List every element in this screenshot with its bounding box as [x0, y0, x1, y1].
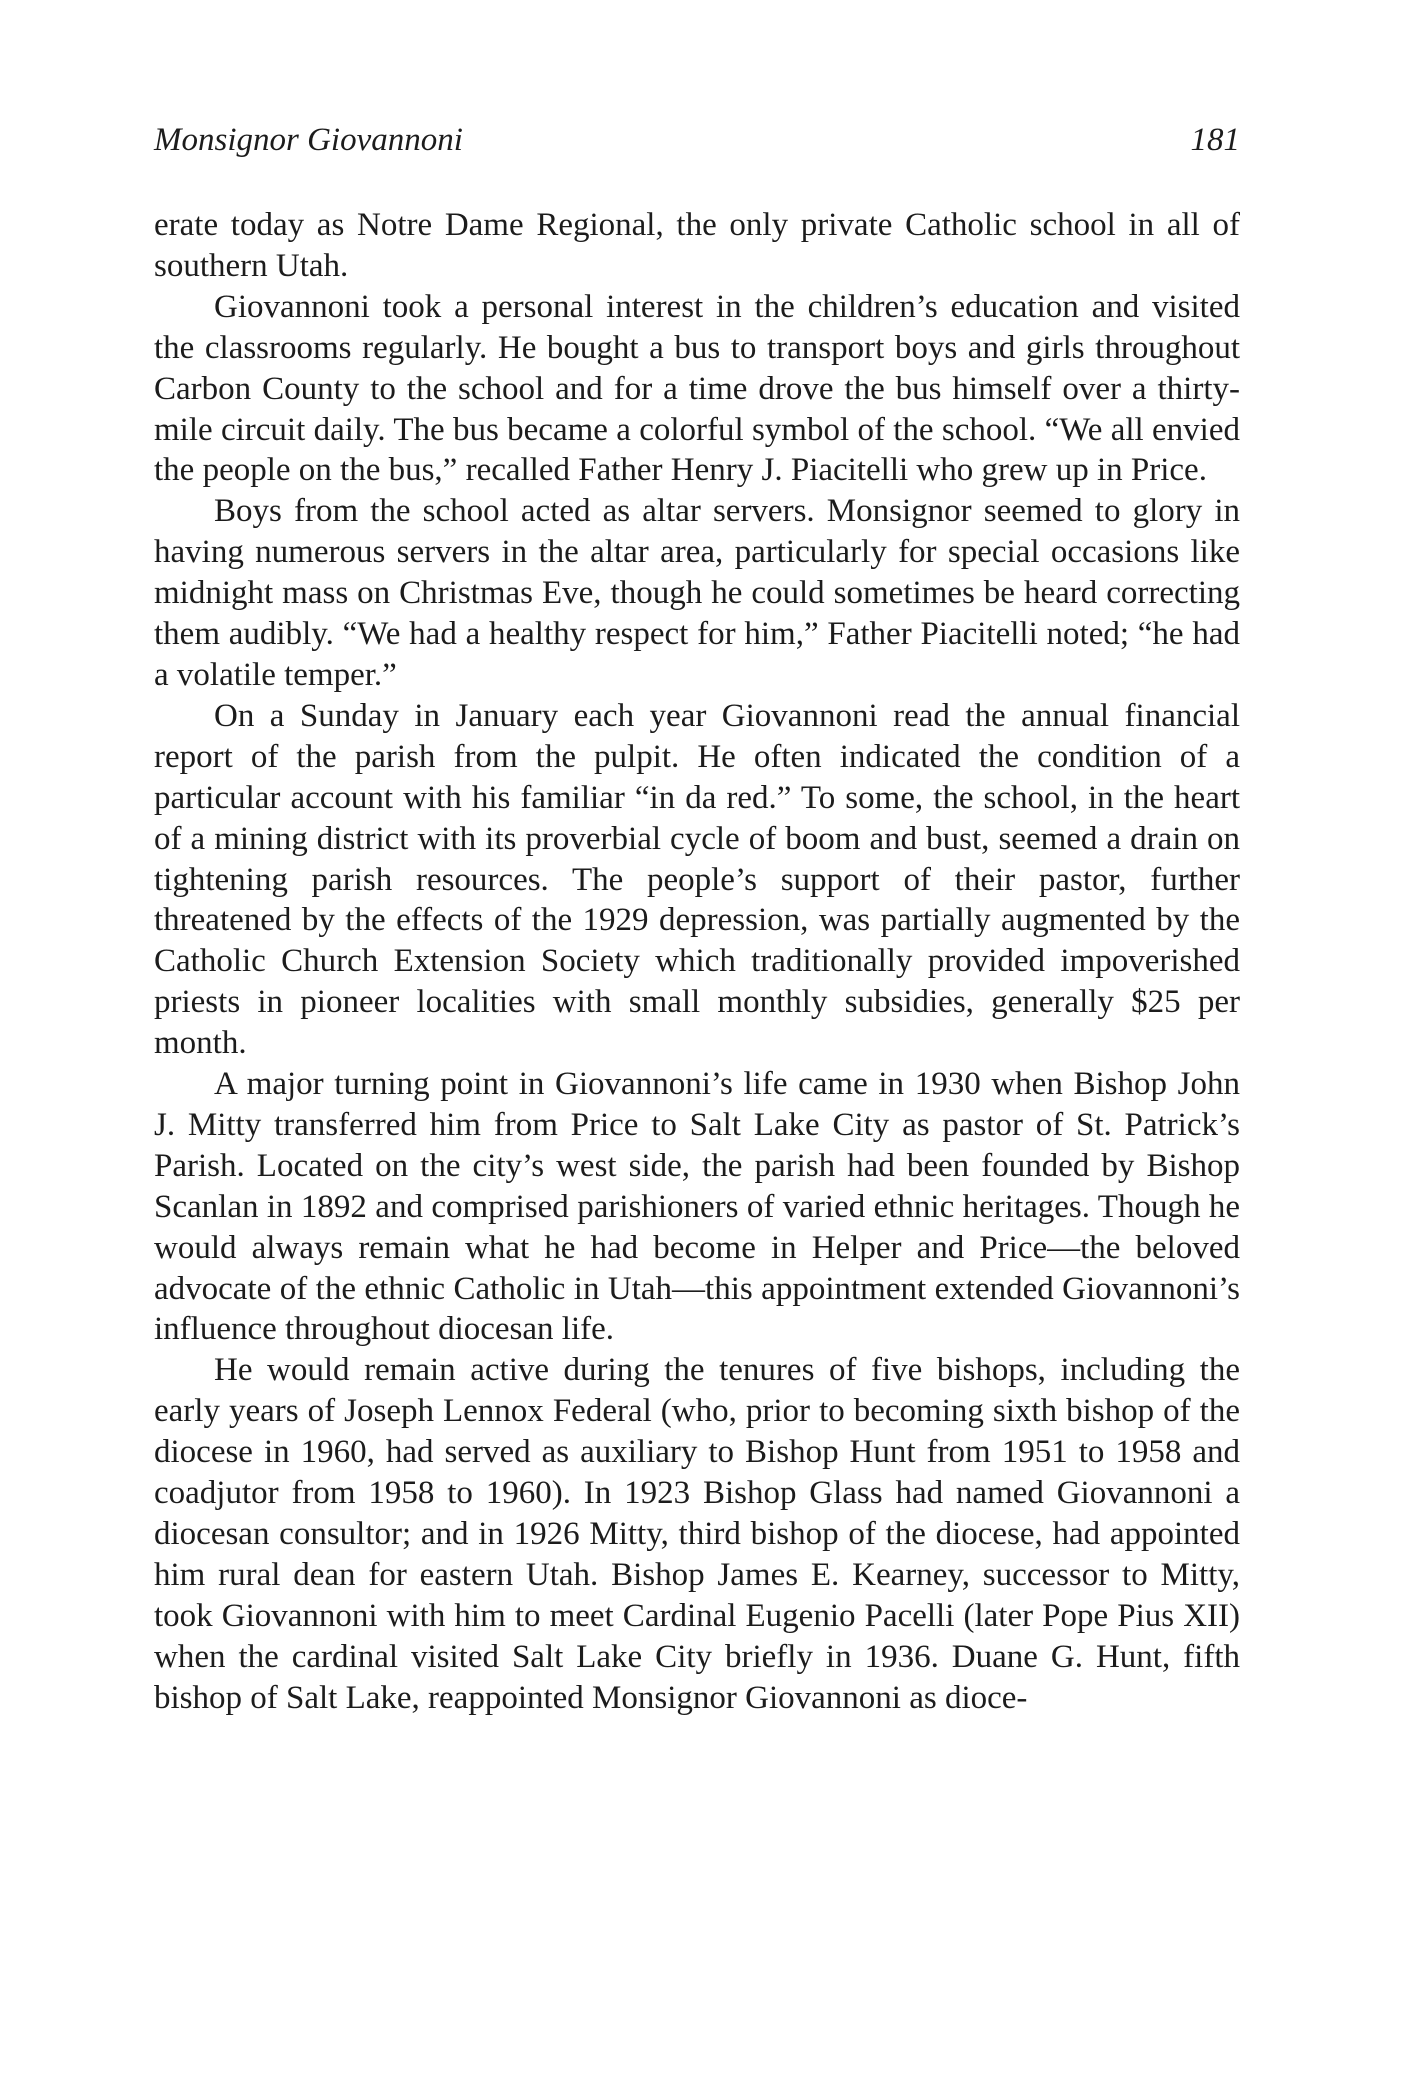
paragraph: On a Sunday in January each year Giovannoni read the annual financial report of the parish from the pulpit. He often indicated the condition of a particular account with his familiar “in da red.” To some, the school, in the heart of a mining district with its proverbial cycle of boom and bust, seemed a drain on tightening parish resources. The people’s support of their pastor, further threatened by the effects of the 1929 depression, was partially augmented by the Catholic Church Extension Society which traditionally provided impoverished priests in pioneer localities with small monthly subsidies, generally $25 per month. [154, 697, 1240, 1062]
body-text [154, 205, 1240, 1719]
running-head [154, 118, 1240, 162]
paragraph: A major turning point in Giovannoni’s life came in 1930 when Bishop John J. Mitty transferred him from Price to Salt Lake City as pastor of St. Patrick’s Parish. Located on the city’s west side, the parish had been founded by Bishop Scanlan in 1892 and comprised parishioners of varied ethnic heritages. Though he would always remain what he had become in Helper and Price—the beloved advocate of the ethnic Catholic in Utah—this appointment extended Giovannoni’s influence throughout diocesan life. [154, 1066, 1240, 1348]
page-number: 181 [1190, 122, 1240, 158]
paragraph-continued: erate today as Notre Dame Regional, the only private Catholic school in all of southern Utah. [154, 207, 1240, 284]
paragraph: Boys from the school acted as altar servers. Monsignor seemed to glory in having numerous servers in the altar area, particularly for special occasions like midnight mass on Christmas Eve, though he could sometimes be heard correcting them audibly. “We had a healthy respect for him,” Father Piacitelli noted; “he had a volatile temper.” [154, 493, 1240, 693]
paragraph: Giovannoni took a personal interest in the children’s education and visited the classrooms regularly. He bought a bus to transport boys and girls throughout Carbon County to the school and for a time drove the bus himself over a thirty-mile circuit daily. The bus became a colorful symbol of the school. “We all envied the people on the bus,” recalled Father Henry J. Piacitelli who grew up in Price. [154, 288, 1240, 489]
paragraph: He would remain active during the tenures of five bishops, including the early years of Joseph Lennox Federal (who, prior to becoming sixth bishop of the diocese in 1960, had served as auxiliary to Bishop Hunt from 1951 to 1958 and coadjutor from 1958 to 1960). In 1923 Bishop Glass had named Giovannoni a diocesan consultor; and in 1926 Mitty, third bishop of the diocese, had appointed him rural dean for eastern Utah. Bishop James E. Kearney, successor to Mitty, took Giovannoni with him to meet Cardinal Eugenio Pacelli (later Pope Pius XII) when the cardinal visited Salt Lake City briefly in 1936. Duane G. Hunt, fifth bishop of Salt Lake, reappointed Monsignor Giovannoni as dioce- [154, 1352, 1240, 1716]
running-head-title: Monsignor Giovannoni [154, 122, 463, 158]
